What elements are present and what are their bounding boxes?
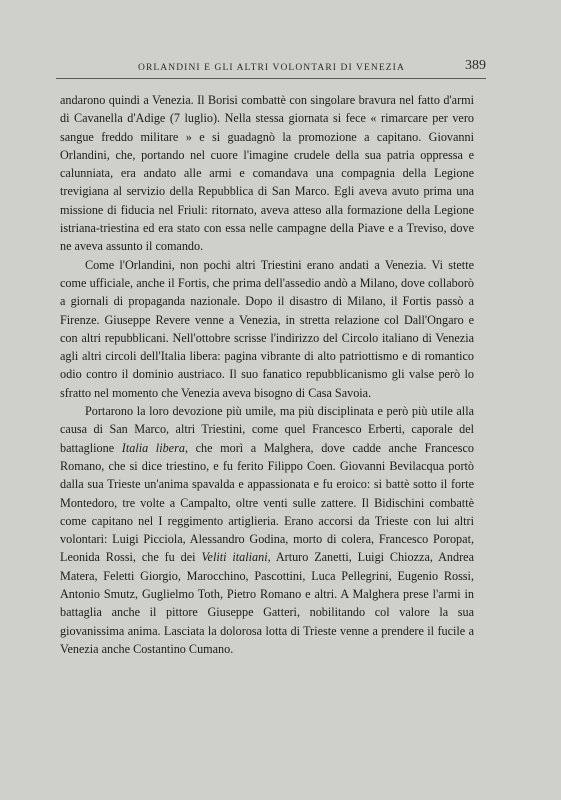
paragraph-3-text-middle: , che morì a Malghera, dove cadde anche Francesco Romano, che si dice triestino, e fu ferito Filippo Coen. Giovanni Bevilacqua portò dalla sua Trieste un'anima spavalda e appassionata e fu eroico: si battè sotto il forte Montedoro, tre volte a Campalto, oltre venti sulle zattere. Il Bidischini combattè come capitano nel I reggimento artiglieria. Erano accorsi da Trieste con lui altri volontari: Luigi Picciola, Alessandro Godina, morto di colera, Francesco Poropat, Leonida Rossi, che fu dei <box>60 440 474 565</box>
body-text <box>60 91 474 658</box>
paragraph-1 <box>60 91 474 256</box>
header-rule <box>56 78 486 79</box>
paragraph-3-text-before: Portarono la loro devozione più umile, ma più disciplinata e però più utile alla causa di San Marco, altri Triestini, come quel Francesco Erberti, caporale del battaglione <box>60 404 474 455</box>
paragraph-3-italic-veliti: Veliti italiani <box>201 550 268 565</box>
page-number: 389 <box>465 58 486 73</box>
paragraph-3 <box>60 402 474 658</box>
running-head: ORLANDINI E GLI ALTRI VOLONTARI DI VENEZIA <box>138 63 405 73</box>
paragraph-2-text: Come l'Orlandini, non pochi altri Triestini erano andati a Venezia. Vi stette come ufficiale, anche il Fortis, che prima dell'assedio andò a Milano, dove collaborò a giornali di propaganda nazionale. Dopo il disastro di Milano, il Fortis passò a Firenze. Giuseppe Revere venne a Venezia, in stretta relazione col Dall'Ongaro e con altri repubblicani. Nell'ottobre scrisse l'indirizzo del Circolo italiano di Venezia agli altri circoli dell'Italia libera: pagina vibrante di alto patriottismo e di romantico odio contro il dominio austriaco. Il suo fanatico repubblicanismo gli valse però lo sfratto nel momento che Venezia aveva bisogno di Casa Savoia. <box>60 257 474 400</box>
page-header <box>56 58 486 82</box>
paragraph-1-text: andarono quindi a Venezia. Il Borisi combattè con singolare bravura nel fatto d'armi di Cavanella d'Adige (7 luglio). Nella stessa giornata si fece « rimarcare per vero sangue freddo militare » e si guadagnò la promozione a capitano. Giovanni Orlandini, che, portando nel cuore l'imagine crudele della sua patria oppressa e calunniata, era andato alle armi e comandava una compagnia della Legione trevigiana al servizio della Repubblica di San Marco. Egli aveva avuto prima una missione di fiducia nel Friuli: ritornato, aveva atteso alla formazione della Legione istriana-triestina ed era stato con essa nelle campagne della Piave e a Treviso, dove ne aveva assunto il comando. <box>60 93 474 254</box>
paragraph-3-text-after: , Arturo Zanetti, Luigi Chiozza, Andrea Matera, Feletti Giorgio, Marocchino, Pascottini, Luca Pellegrini, Eugenio Rossi, Antonio Smutz, Guglielmo Toth, Pietro Romano e altri. A Malghera prese l'armi in battaglia anche il pittore Giuseppe Gatteri, nobilitando col valore la sua giovanissima anima. Lasciata la dolorosa lotta di Trieste venne a prendere il fucile a Venezia anche Costantino Cumano. <box>60 550 474 656</box>
paragraph-3-italic-battalion: Italia libera <box>121 440 185 455</box>
paragraph-2 <box>60 256 474 402</box>
